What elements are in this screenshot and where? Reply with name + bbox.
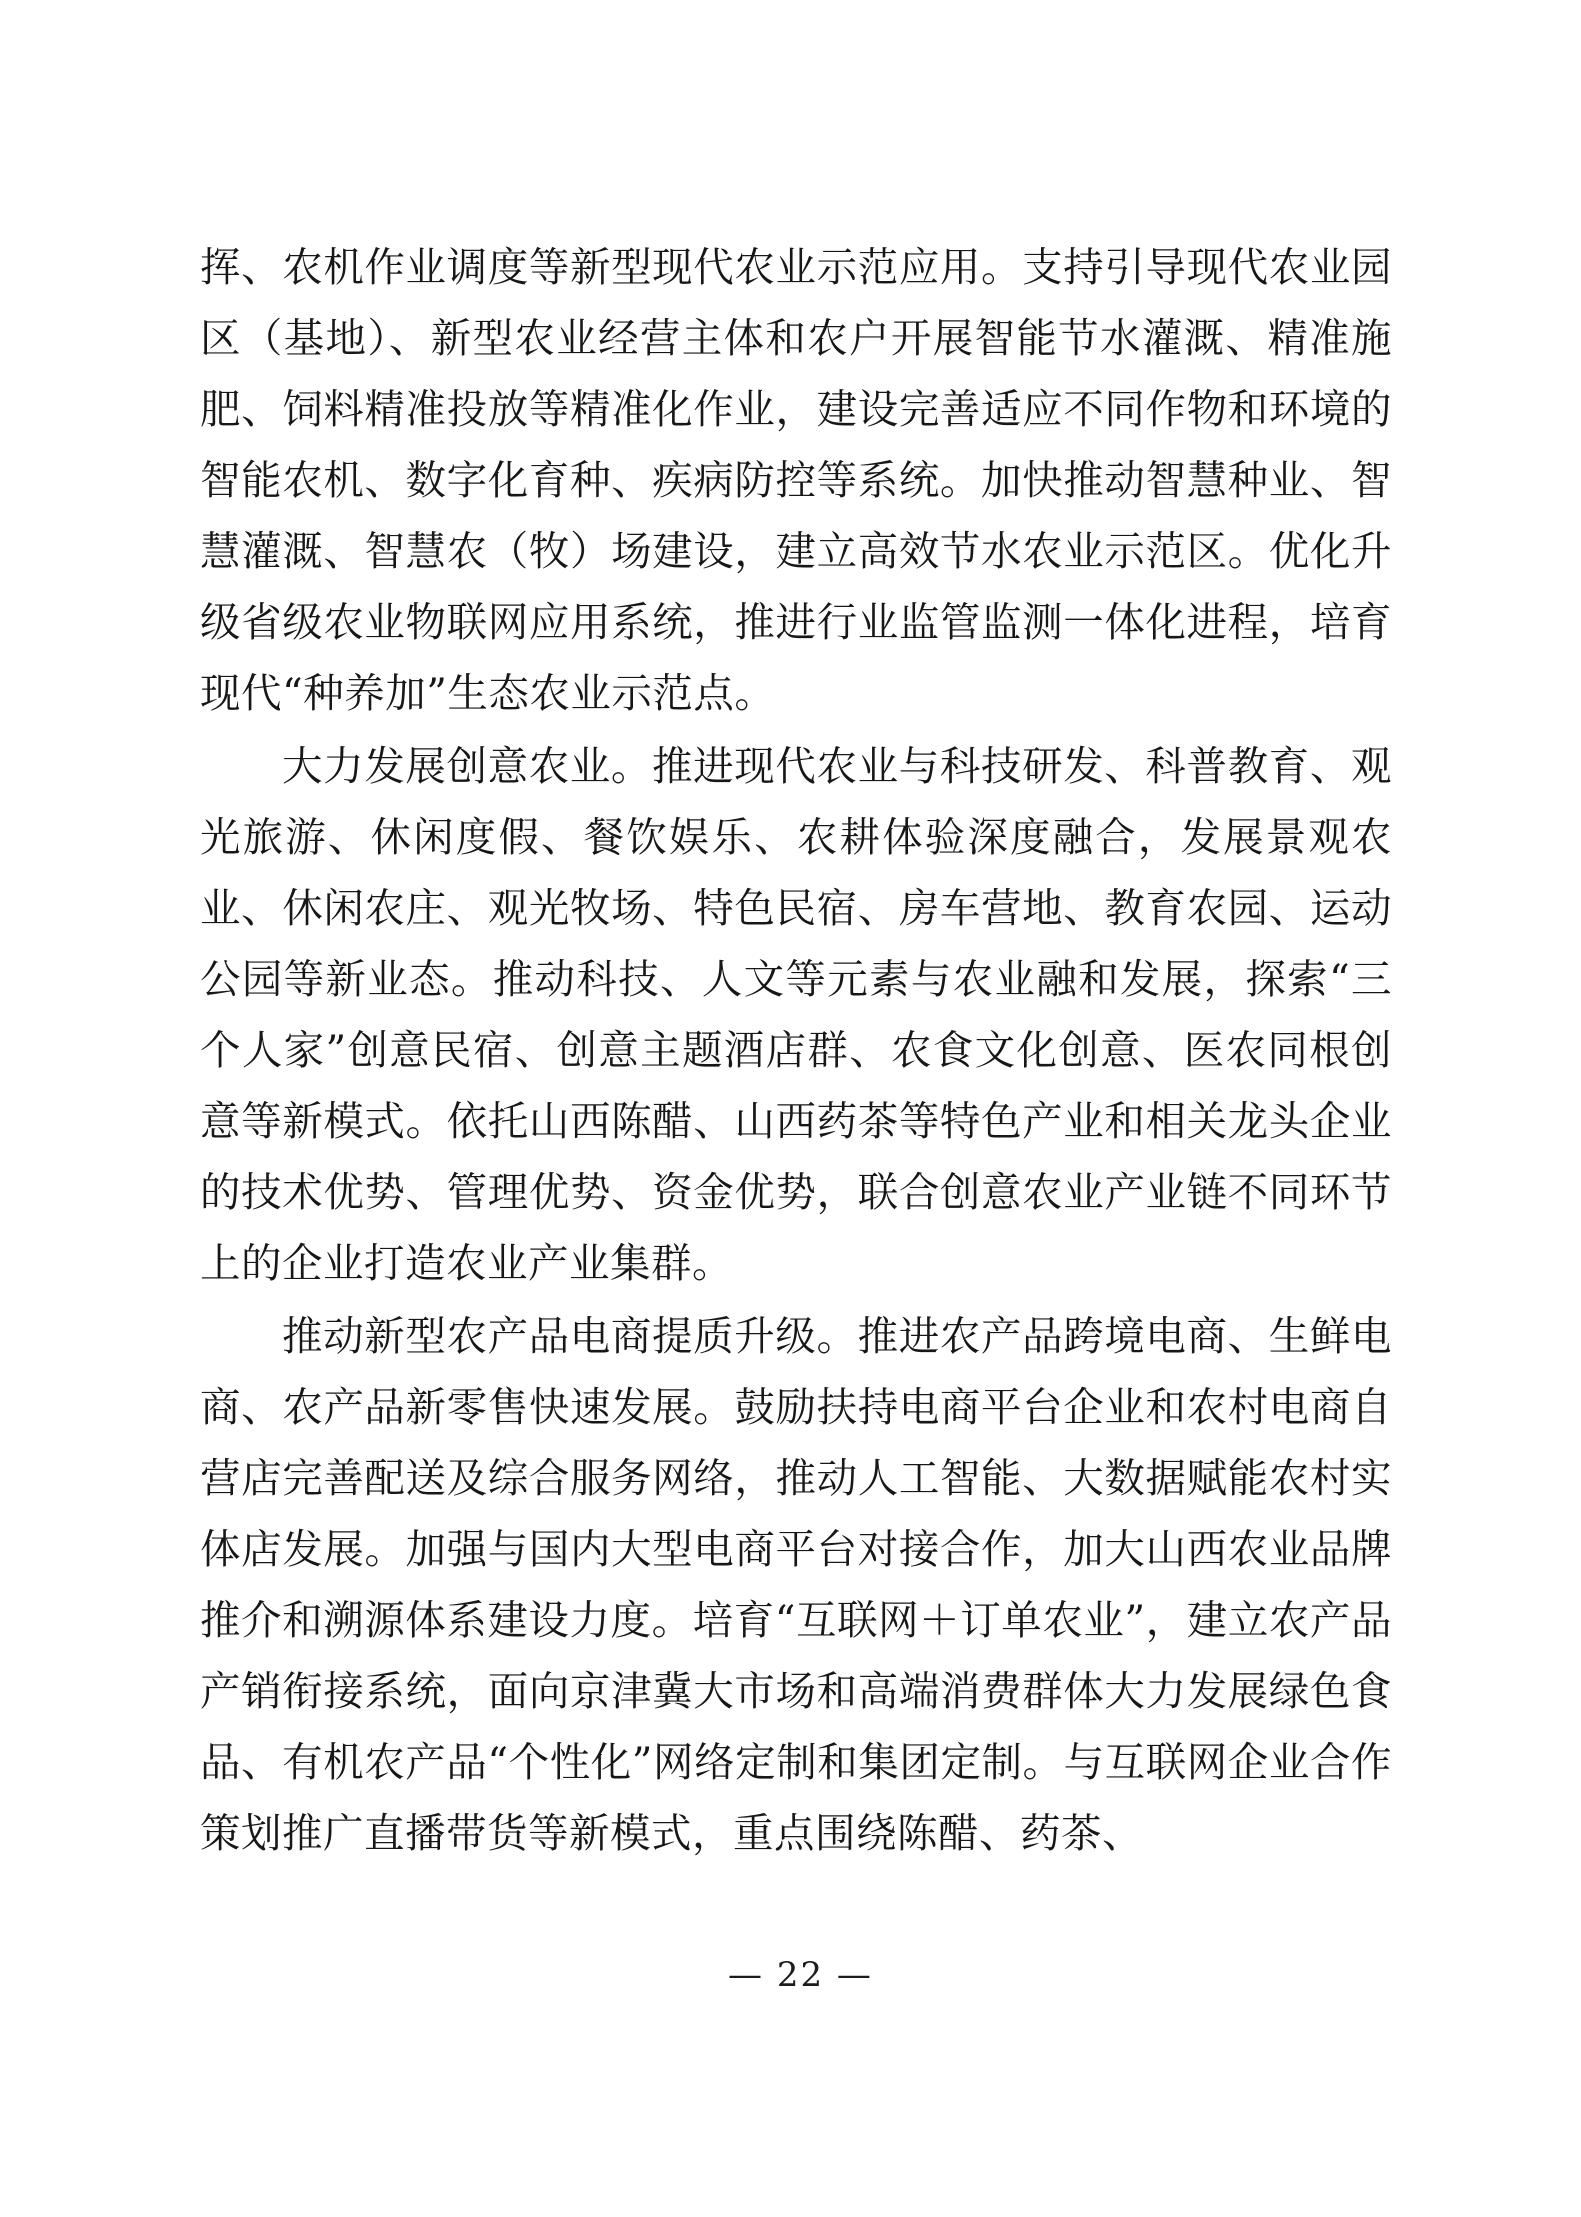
body-paragraph: 大力发展创意农业。推进现代农业与科技研发、科普教育、观光旅游、休闲度假、餐饮娱乐、农耕体验深度融合，发展景观农业、休闲农庄、观光牧场、特色民宿、房车营地、教育农园、运动公园等新业态。推动科技、人文等元素与农业融和发展，探索“三个人家”创意民宿、创意主题酒店群、农食文化创意、医农同根创意等新模式。依托山西陈醋、山西药茶等特色产业和相关龙头企业的技术优势、管理优势、资金优势，联合创意农业产业链不同环节上的企业打造农业产业集群。 xyxy=(200,742,1392,1287)
page-number: — 22 — xyxy=(728,1955,873,1995)
body-paragraph: 推动新型农产品电商提质升级。推进农产品跨境电商、生鲜电商、农产品新零售快速发展。鼓励扶持电商平台企业和农村电商自营店完善配送及综合服务网络，推动人工智能、大数据赋能农村实体店发展。加强与国内大型电商平台对接合作，加大山西农业品牌推介和溯源体系建设力度。培育“互联网＋订单农业”，建立农产品产销衔接系统，面向京津冀大市场和高端消费群体大力发展绿色食品、有机农产品“个性化”网络定制和集团定制。与互联网企业合作策划推广直播带货等新模式，重点围绕陈醋、药茶、 xyxy=(200,1312,1392,1857)
body-paragraph: 挥、农机作业调度等新型现代农业示范应用。支持引导现代农业园区（基地）、新型农业经营主体和农户开展智能节水灌溉、精准施肥、饲料精准投放等精准化作业，建设完善适应不同作物和环境的智能农机、数字化育种、疾病防控等系统。加快推动智慧种业、智慧灌溉、智慧农（牧）场建设，建立高效节水农业示范区。优化升级省级农业物联网应用系统，推进行业监管监测一体化进程，培育现代“种养加”生态农业示范点。 xyxy=(200,243,1392,717)
page-body xyxy=(200,232,1392,1871)
page-footer xyxy=(0,1955,1581,1995)
